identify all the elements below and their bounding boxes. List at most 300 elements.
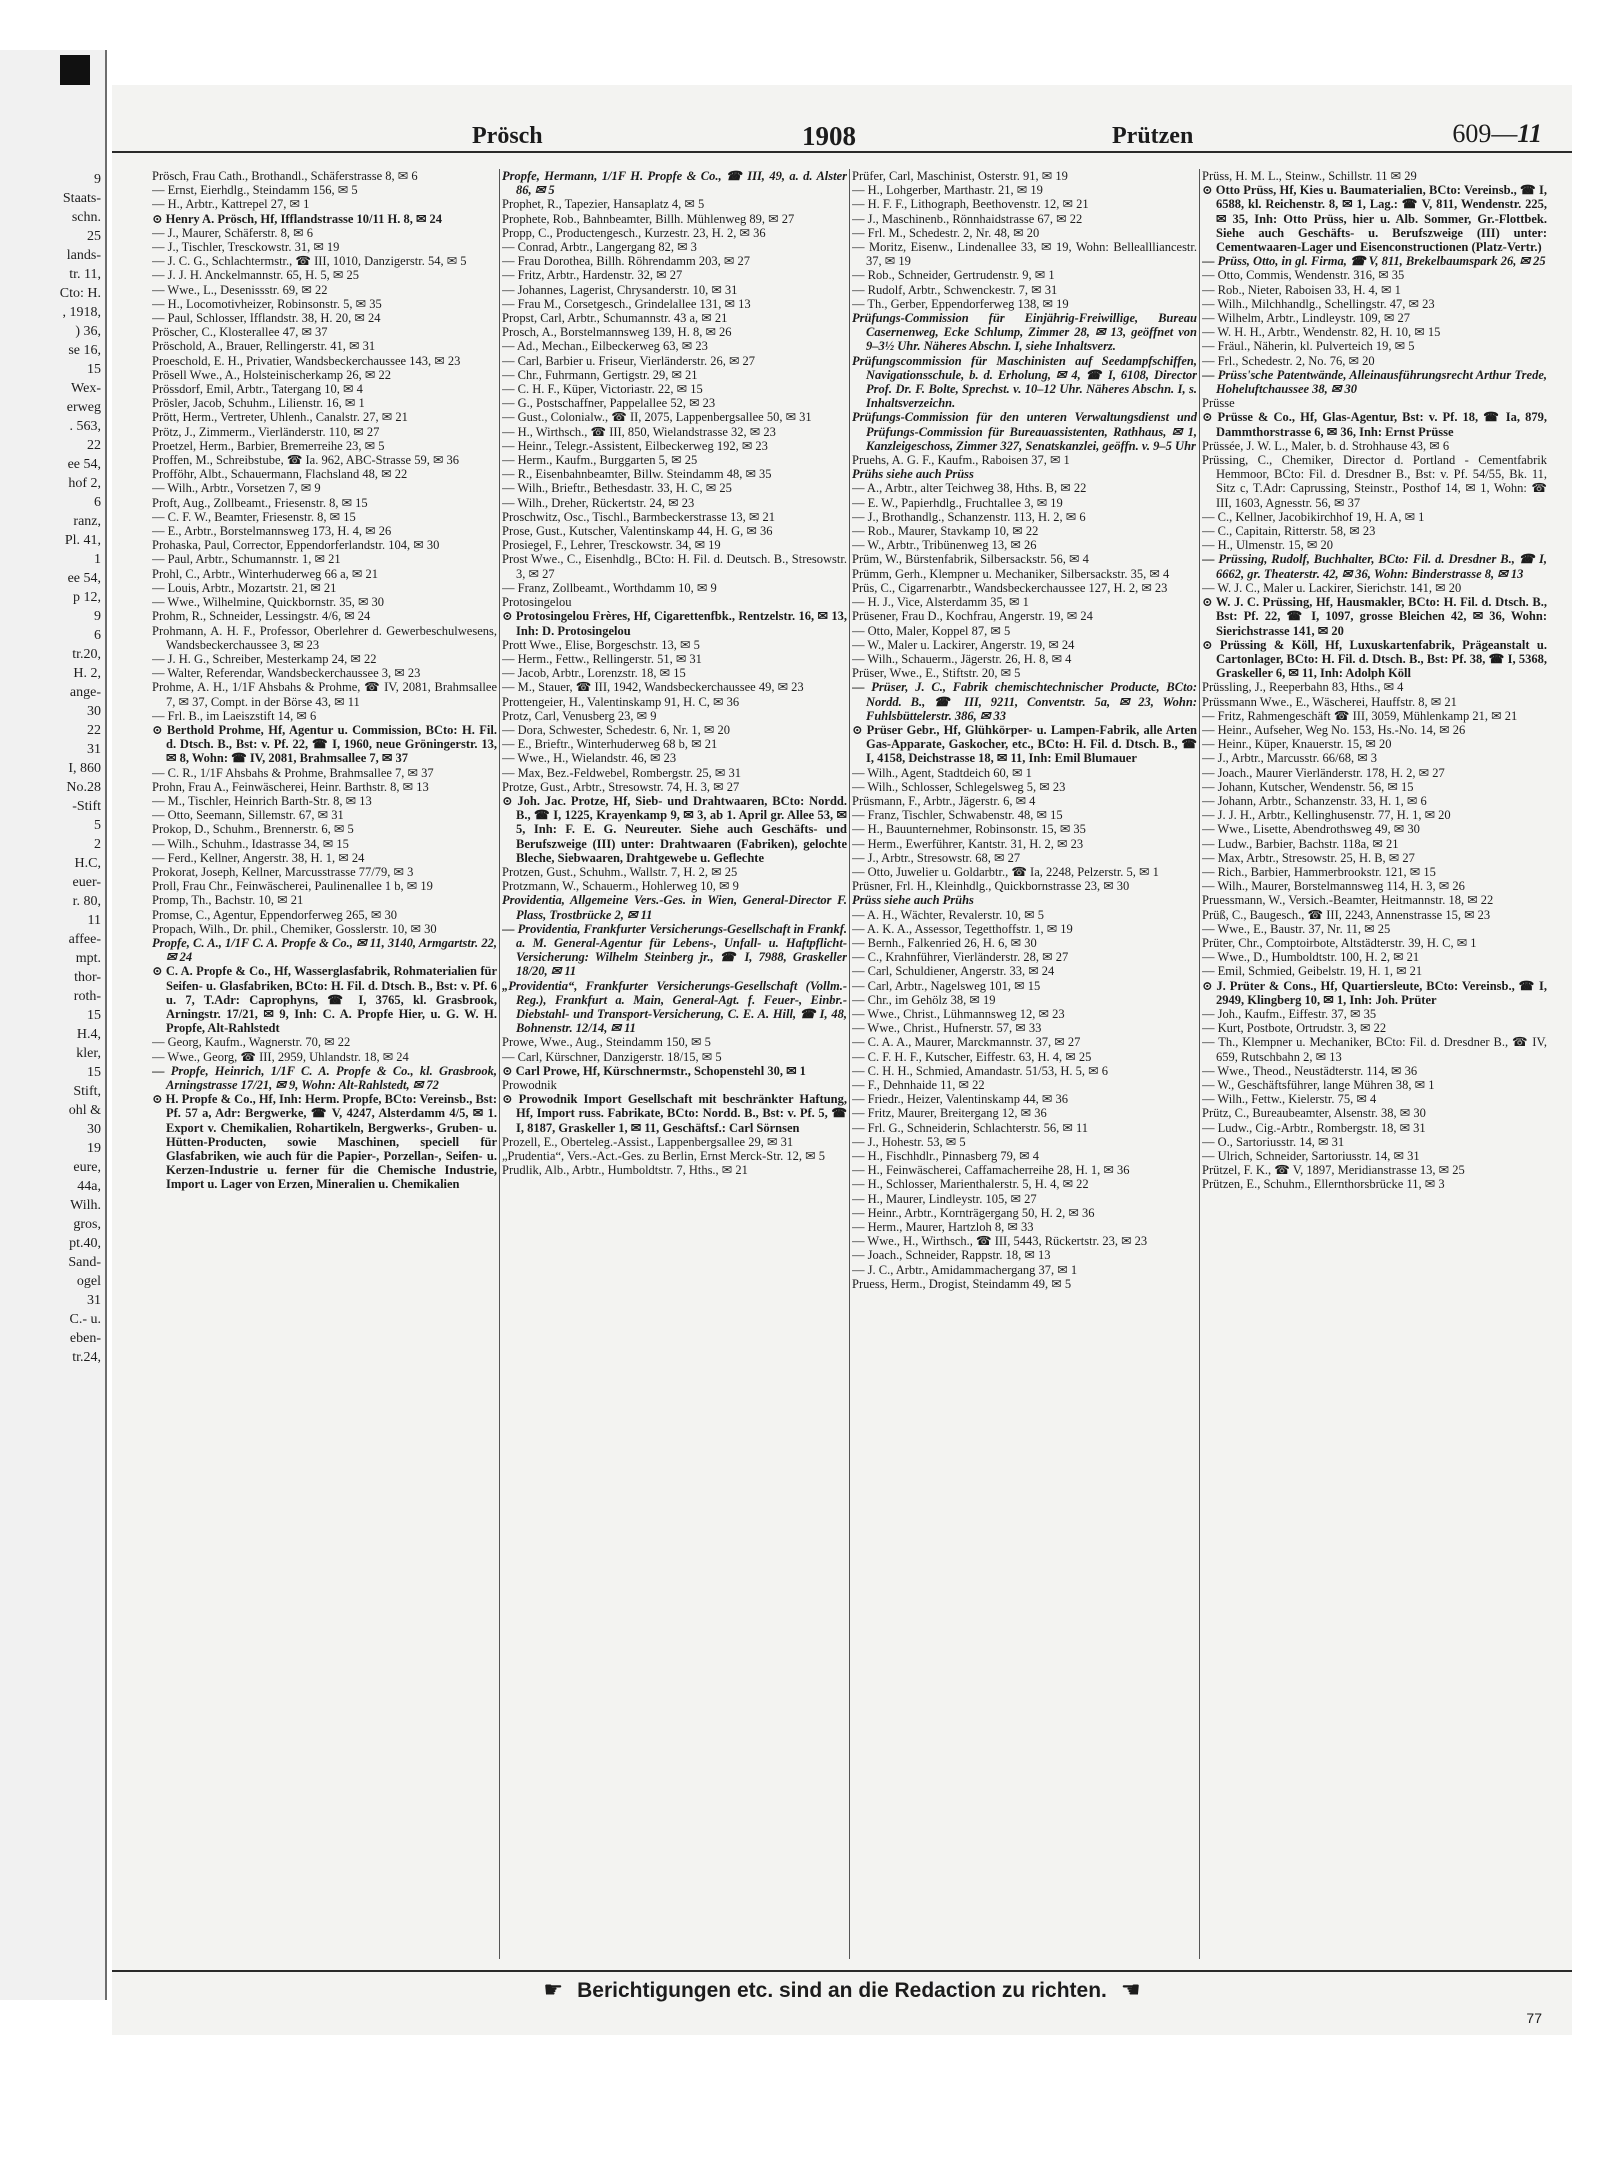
previous-page-mark: Stift, — [73, 1084, 101, 1099]
directory-entry: — A., Arbtr., alter Teichweg 38, Hths. B, ✉ 22 — [852, 481, 1087, 496]
previous-page-mark: tr. 11, — [69, 267, 101, 282]
directory-entry: — W., Maler u. Lackirer, Angerstr. 19, ✉ 24 — [852, 637, 1075, 652]
directory-entry: Prudlik, Alb., Arbtr., Humboldtstr. 7, Hths., ✉ 21 — [502, 1163, 748, 1178]
directory-entry: — Gust., Colonialw., ☎ II, 2075, Lappenbergsallee 50, ✉ 31 — [502, 410, 812, 425]
pointing-hand-left-icon: ☚ — [1120, 1977, 1141, 2002]
directory-entry: ⊙ Joh. Jac. Protze, Hf, Sieb- und Drahtwaaren, BCto: Nordd. B., ☎ I, 1225, Krayenkamp 9, ✉ 3, ab 1. April gr. Allee 53, ✉ 5, Inh: F. E. G. Neureuter. Siehe auch Geschäfts- und Berufszweige (III) unter: Drahtwaaren (Fabriken), gelochte Bleche, Siebwaaren, Drahtgewebe u. Geflechte — [502, 793, 847, 865]
directory-entry: Prüfungscommission für Maschinisten auf Seedampfschiffen, Navigationsschule, b. d. Erholung, ✉ 4, ☎ I, 6108, Director Prof. Dr. F. Bolte, Sprechst. v. 10–12 Uhr. Näheres Abschn. I, s. Inhaltsverzeichn. — [852, 353, 1197, 411]
previous-page-mark: affee- — [68, 932, 101, 947]
directory-entry: — Carl, Barbier u. Friseur, Vierländerstr. 26, ✉ 27 — [502, 353, 756, 368]
directory-entry: Prössdorf, Emil, Arbtr., Tatergang 10, ✉ 4 — [152, 382, 363, 397]
directory-entry: Prüssing, C., Chemiker, Director d. Portland - Cementfabrik Hemmoor, BCto: Fil. d. Dresdner B., Bst: v. Pf. 54/55, Bk. 11, Sitz c, T.Adr: Caprussing, Steinstr., Posthof 14, ✉ 1, Wohn: ☎ III, 1603, Agnesstr. 56, ✉ 37 — [1202, 453, 1547, 510]
directory-entry: — Rob., Schneider, Gertrudenstr. 9, ✉ 1 — [852, 268, 1055, 283]
previous-page-mark: H.C, — [74, 856, 101, 871]
directory-entry: Prokorat, Joseph, Kellner, Marcusstrasse 77/79, ✉ 3 — [152, 864, 414, 879]
previous-page-mark: 15 — [87, 1065, 101, 1080]
directory-entry: — Rudolf, Arbtr., Schwenckestr. 7, ✉ 31 — [852, 282, 1058, 297]
directory-entry: — Heinr., Arbtr., Kornträgergang 50, H. 2, ✉ 36 — [852, 1205, 1095, 1220]
previous-page-mark: ogel — [76, 1274, 101, 1289]
directory-entry: Pruessmann, W., Versich.-Beamter, Heitmannstr. 18, ✉ 22 — [1202, 893, 1494, 908]
previous-page-mark: 6 — [94, 495, 101, 510]
directory-entry: — Ferd., Kellner, Angerstr. 38, H. 1, ✉ 24 — [152, 850, 365, 865]
directory-entry: — Wilhelm, Arbtr., Lindleystr. 109, ✉ 27 — [1202, 311, 1410, 326]
directory-entry: — Max, Bez.-Feldwebel, Rombergstr. 25, ✉ 31 — [502, 765, 742, 780]
directory-entry: Prosiegel, F., Lehrer, Tresckowstr. 34, ✉ 19 — [502, 538, 721, 553]
directory-entry: — Propfe, Heinrich, 1/1F C. A. Propfe & Co., kl. Grasbrook, Arningstrasse 17/21, ✉ 9, Wohn: Alt-Rahlstedt, ✉ 72 — [152, 1063, 497, 1092]
directory-entry: ⊙ Henry A. Prösch, Hf, Ifflandstrasse 10/11 H. 8, ✉ 24 — [152, 211, 443, 226]
directory-entry: — H. J., Vice, Alsterdamm 35, ✉ 1 — [852, 595, 1029, 610]
directory-entry: — Wilh., Maurer, Borstelmannsweg 114, H. 3, ✉ 26 — [1202, 879, 1465, 894]
directory-entry: Propfe, C. A., 1/1F C. A. Propfe & Co., ✉ 11, 3140, Armgartstr. 22, ✉ 24 — [152, 935, 497, 965]
directory-entry: — A. H., Wächter, Revalerstr. 10, ✉ 5 — [852, 907, 1044, 922]
previous-page-mark: 5 — [94, 818, 101, 833]
directory-page — [112, 85, 1572, 2035]
header-page-number — [1452, 119, 1542, 149]
directory-entry: — Dora, Schwester, Schedestr. 6, Nr. 1, ✉ 20 — [502, 722, 730, 737]
directory-entry: — Georg, Kaufm., Wagnerstr. 70, ✉ 22 — [152, 1035, 351, 1050]
directory-entry: Prüssling, J., Reeperbahn 83, Hths., ✉ 4 — [1202, 680, 1404, 695]
directory-entry: Proll, Frau Chr., Feinwäscherei, Paulinenallee 1 b, ✉ 19 — [152, 879, 433, 894]
directory-entry: — Walter, Referendar, Wandsbeckerchaussee 3, ✉ 23 — [152, 666, 421, 681]
directory-entry: Propst, Carl, Arbtr., Schumannstr. 43 a, ✉ 21 — [502, 311, 728, 326]
directory-entry: Proetzel, Herm., Barbier, Bremerreihe 23, ✉ 5 — [152, 438, 385, 453]
directory-entry: — Fräul., Näherin, kl. Pulverteich 19, ✉ 5 — [1202, 339, 1415, 354]
directory-entry: — Heinr., Telegr.-Assistent, Eilbeckerweg 192, ✉ 23 — [502, 438, 768, 453]
directory-entry: — Otto, Juwelier u. Goldarbtr., ☎ Ia, 2248, Pelzerstr. 5, ✉ 1 — [852, 864, 1159, 879]
directory-entry: — Joach., Maurer Vierländerstr. 178, H. 2, ✉ 27 — [1202, 765, 1445, 780]
directory-entry: „Providentia“, Frankfurter Versicherungs-Gesellschaft (Vollm.-Reg.), Frankfurt a. Main, General-Agt. f. Feuer-, Einbr.-Diebstahl- und Transport-Versicherung, C. E. A. Hill, ☎ I, 48, Bohnenstr. 12/14, ✉ 11 — [502, 978, 847, 1036]
directory-entry: — W. H. H., Arbtr., Wendenstr. 82, H. 10, ✉ 15 — [1202, 325, 1441, 340]
directory-entry: — Ernst, Eierhdlg., Steindamm 156, ✉ 5 — [152, 183, 358, 198]
directory-entry: Prüß, C., Baugesch., ☎ III, 2243, Annenstrasse 15, ✉ 23 — [1202, 907, 1491, 922]
directory-entry: Prüss, H. M. L., Steinw., Schillstr. 11 ✉ 29 — [1202, 169, 1417, 183]
directory-entry: — H., Feinwäscherei, Caffamacherreihe 28, H. 1, ✉ 36 — [852, 1163, 1130, 1178]
directory-entry: — W., Geschäftsführer, lange Mühren 38, ✉ 1 — [1202, 1078, 1435, 1092]
directory-entry: Propach, Wilh., Dr. phil., Chemiker, Gosslerstr. 10, ✉ 30 — [152, 921, 437, 936]
directory-entry: — J. J. H. Anckelmannstr. 65, H. 5, ✉ 25 — [152, 268, 359, 283]
page-suffix: 11 — [1517, 119, 1542, 148]
directory-entry: — Prüssing, Rudolf, Buchhalter, BCto: Fil. d. Dresdner B., ☎ I, 6662, gr. Theaterstr. 42, ✉ 36, Wohn: Binderstrasse 8, ✉ 13 — [1202, 552, 1547, 581]
directory-entry: — Emil, Schmied, Geibelstr. 19, H. 1, ✉ 21 — [1202, 964, 1423, 979]
directory-entry: Prottengeier, H., Valentinskamp 91, H. C, ✉ 36 — [502, 694, 740, 709]
directory-entry: — W. J. C., Maler u. Lackirer, Sierichstr. 141, ✉ 20 — [1202, 580, 1462, 595]
directory-entry: — Wilh., Schauerm., Jägerstr. 26, H. 8, ✉ 4 — [852, 651, 1072, 666]
directory-entry: — Wilh., Schlosser, Schlegelsweg 5, ✉ 23 — [852, 779, 1066, 794]
directory-entry: ⊙ Prüser Gebr., Hf, Glühkörper- u. Lampen-Fabrik, alle Arten Gas-Apparate, Gaskocher, etc., BCto: H. Fil. d. Dtsch. B., ☎ I, 4158, Deichstrasse 18, ✉ 11, Inh: Emil Blumauer — [852, 722, 1197, 766]
directory-entry: — H., Fischhdlr., Pinnasberg 79, ✉ 4 — [852, 1149, 1039, 1164]
directory-entry: — Herm., Ewerführer, Kantstr. 31, H. 2, ✉ 23 — [852, 836, 1084, 851]
directory-entry: Prüfer, Carl, Maschinist, Osterstr. 91, ✉ 19 — [852, 169, 1068, 183]
directory-entry: — Wwe., Theod., Neustädterstr. 114, ✉ 36 — [1202, 1063, 1418, 1078]
previous-page-mark: p 12, — [73, 590, 101, 605]
directory-entry: Pruehs, A. G. F., Kaufm., Raboisen 37, ✉ 1 — [852, 453, 1070, 468]
directory-entry: — H., Lohgerber, Marthastr. 21, ✉ 19 — [852, 183, 1043, 198]
directory-entry: Prose, Gust., Kutscher, Valentinskamp 44, H. G, ✉ 36 — [502, 524, 773, 539]
directory-entry: — Wilh., Brieftr., Bethesdastr. 33, H. C, ✉ 25 — [502, 481, 732, 496]
directory-entry: — M., Stauer, ☎ III, 1942, Wandsbeckerchaussee 49, ✉ 23 — [502, 680, 804, 695]
directory-entry: Protz, Carl, Venusberg 23, ✉ 9 — [502, 708, 657, 723]
directory-entry: — Wilh., Agent, Stadtdeich 60, ✉ 1 — [852, 765, 1032, 780]
directory-entry: — J., Brothandlg., Schanzenstr. 113, H. 2, ✉ 6 — [852, 509, 1086, 524]
directory-entry: — Carl, Kürschner, Danzigerstr. 18/15, ✉ 5 — [502, 1049, 722, 1064]
previous-page-mark: mpt. — [75, 951, 101, 966]
page-header — [112, 105, 1572, 153]
previous-page-mark: Cto: H. — [59, 286, 101, 301]
directory-entry: ⊙ Berthold Prohme, Hf, Agentur u. Commission, BCto: H. Fil. d. Dtsch. B., Bst: v. Pf. 22, ☎ I, 1960, neue Gröningerstr. 13, ✉ 8, Wohn: ☎ IV, 2081, Brahmsallee 7, ✉ 37 — [152, 722, 497, 766]
directory-entry: — Fritz, Rahmengeschäft ☎ III, 3059, Mühlenkamp 21, ✉ 21 — [1202, 708, 1518, 723]
directory-entry: Prohmann, A. H. F., Professor, Oberlehrer d. Gewerbeschulwesens, Wandsbeckerchaussee 3, ✉ 23 — [152, 623, 497, 652]
directory-entry: — J., Arbtr., Stresowstr. 68, ✉ 27 — [852, 850, 1021, 865]
directory-entry: — Otto, Commis, Wendenstr. 316, ✉ 35 — [1202, 268, 1405, 283]
directory-entry: — Wilh., Arbtr., Vorsetzen 7, ✉ 9 — [152, 481, 321, 496]
directory-entry: — Louis, Arbtr., Mozartstr. 21, ✉ 21 — [152, 580, 337, 595]
directory-entry: — Joh., Kaufm., Eiffestr. 37, ✉ 35 — [1202, 1006, 1377, 1021]
directory-entry: — H. F. F., Lithograph, Beethovenstr. 12, ✉ 21 — [852, 197, 1089, 212]
sheet-number: 77 — [1526, 2010, 1542, 2026]
directory-entry: ⊙ Carl Prowe, Hf, Kürschnermstr., Schopenstehl 30, ✉ 1 — [502, 1063, 806, 1078]
directory-entry: — Franz, Tischler, Schwabenstr. 48, ✉ 15 — [852, 808, 1063, 823]
previous-page-mark: tr.20, — [72, 647, 101, 662]
directory-entry: — Carl, Arbtr., Nagelsweg 101, ✉ 15 — [852, 978, 1041, 993]
column-1 — [152, 169, 497, 1959]
directory-entry: — Wwe., H., Wirthsch., ☎ III, 5443, Rückertstr. 23, ✉ 23 — [852, 1234, 1148, 1249]
directory-entry: Prüsner, Frl. H., Kleinhdlg., Quickbornstrasse 23, ✉ 30 — [852, 879, 1130, 894]
directory-entry: — J. C., Arbtr., Amidammachergang 37, ✉ 1 — [852, 1262, 1078, 1277]
directory-entry: Prohaska, Paul, Corrector, Eppendorferlandstr. 104, ✉ 30 — [152, 538, 440, 553]
directory-entry: — Otto, Maler, Koppel 87, ✉ 5 — [852, 623, 1011, 638]
directory-entry: — Paul, Arbtr., Schumannstr. 1, ✉ 21 — [152, 552, 341, 567]
directory-entry: — J., Tischler, Tresckowstr. 31, ✉ 19 — [152, 240, 340, 255]
previous-page-mark: thor- — [74, 970, 101, 985]
directory-entry: — Herm., Fettw., Rellingerstr. 51, ✉ 31 — [502, 651, 702, 666]
directory-entry: Prozell, E., Oberteleg.-Assist., Lappenbergsallee 29, ✉ 31 — [502, 1134, 794, 1149]
directory-entry: — Frl. G., Schneiderin, Schlachterstr. 56, ✉ 11 — [852, 1120, 1089, 1135]
directory-entry: — Joach., Schneider, Rappstr. 18, ✉ 13 — [852, 1248, 1051, 1263]
directory-entry: Prötz, J., Zimmerm., Vierländerstr. 110, ✉ 27 — [152, 424, 380, 439]
directory-entry: Proft, Aug., Zollbeamt., Friesenstr. 8, ✉ 15 — [152, 495, 368, 510]
previous-page-mark: 9 — [94, 609, 101, 624]
previous-page-mark: erweg — [66, 400, 101, 415]
directory-entry: Promp, Th., Bachstr. 10, ✉ 21 — [152, 893, 304, 908]
directory-entry: Prüm, W., Bürstenfabrik, Silbersackstr. 56, ✉ 4 — [852, 552, 1089, 567]
directory-entry: — Prüss, Otto, in gl. Firma, ☎ V, 811, Brekelbaumspark 26, ✉ 25 — [1202, 254, 1546, 269]
directory-entry: ⊙ Otto Prüss, Hf, Kies u. Baumaterialien, BCto: Vereinsb., ☎ I, 6588, kl. Reichenstr. 8, ✉ 1, Lag.: ☎ V, 811, Wendenstr. 225, ✉ 35, Inh: Otto Prüss, hier u. Alb. Sommer, Gr.-Flottbek. Siehe auch Geschäfts- u. Berufszweige (III) unter: Cementwaaren-Lager und Eisenconstructionen (Platz-Vertr.) — [1202, 183, 1547, 255]
directory-entry: Prütz, C., Bureaubeamter, Alsenstr. 38, ✉ 30 — [1202, 1106, 1426, 1121]
directory-entry: — Bernh., Falkenried 26, H. 6, ✉ 30 — [852, 935, 1037, 950]
previous-page-marks — [0, 50, 105, 1367]
footer-banner — [112, 1970, 1572, 2008]
previous-page-mark: 2 — [94, 837, 101, 852]
directory-entry: — Rob., Nieter, Raboisen 33, H. 4, ✉ 1 — [1202, 282, 1401, 297]
previous-page-mark: 1 — [94, 552, 101, 567]
directory-entry: Prüfungs-Commission für Einjährig-Freiwillige, Bureau Casernenweg, Ecke Schlump, Zimmer 28, ✉ 13, geöffnet von 9–3½ Uhr. Näheres Abschn. I, siehe Inhaltsverz. — [852, 311, 1197, 354]
directory-entry: — J. J. H., Arbtr., Kellinghusenstr. 77, H. 1, ✉ 20 — [1202, 808, 1451, 823]
directory-entry: — E., Brieftr., Winterhuderweg 68 b, ✉ 21 — [502, 737, 718, 752]
directory-entry: Prützel, F. K., ☎ V, 1897, Meridianstrasse 13, ✉ 25 — [1202, 1163, 1465, 1178]
directory-entry: Protze, Gust., Arbtr., Stresowstr. 74, H. 3, ✉ 27 — [502, 779, 740, 794]
previous-page-mark: 19 — [87, 1141, 101, 1156]
directory-entry: — Wwe., L., Desenissstr. 69, ✉ 22 — [152, 282, 328, 297]
directory-entry: Prowodnik — [502, 1078, 557, 1092]
directory-entry: — Wilh., Dreher, Rückertstr. 24, ✉ 23 — [502, 495, 695, 510]
directory-entry: — A. K. A., Assessor, Tegetthoffstr. 1, ✉ 19 — [852, 921, 1073, 936]
directory-entry: Pröscher, C., Klosterallee 47, ✉ 37 — [152, 325, 328, 340]
previous-page-mark: ee 54, — [67, 457, 101, 472]
previous-page-mark: eben- — [69, 1331, 101, 1346]
directory-entry: — Frau M., Corsetgesch., Grindelallee 131, ✉ 13 — [502, 296, 751, 311]
previous-page-mark: H.4, — [76, 1027, 101, 1042]
directory-entry: — H., Schlosser, Marienthalerstr. 5, H. 4, ✉ 22 — [852, 1177, 1089, 1192]
directory-entry: — H., Wirthsch., ☎ III, 850, Wielandstrasse 32, ✉ 23 — [502, 424, 776, 439]
previous-page-mark: Sand- — [68, 1255, 101, 1270]
directory-entry: — Frl. B., im Laeiszstift 14, ✉ 6 — [152, 708, 317, 723]
directory-entry: Prohn, Frau A., Feinwäscherei, Heinr. Barthstr. 8, ✉ 13 — [152, 779, 429, 794]
directory-entry: — Wwe., Lisette, Abendrothsweg 49, ✉ 30 — [1202, 822, 1420, 837]
directory-entry: Prützen, E., Schuhm., Ellernthorsbrücke 11, ✉ 3 — [1202, 1177, 1445, 1192]
previous-page-mark: r. 80, — [72, 894, 101, 909]
directory-entry: Prühs siehe auch Prüss — [852, 467, 974, 482]
previous-page-mark: 15 — [87, 362, 101, 377]
directory-entry: — C. F. W., Beamter, Friesenstr. 8, ✉ 15 — [152, 509, 356, 524]
previous-page-mark: C.- u. — [69, 1312, 101, 1327]
directory-entry: — Wwe., Christ., Hufnerstr. 57, ✉ 33 — [852, 1021, 1042, 1036]
directory-entry: — Johann, Kutscher, Wendenstr. 56, ✉ 15 — [1202, 779, 1414, 794]
directory-entry: — H., Maurer, Lindleystr. 105, ✉ 27 — [852, 1191, 1037, 1206]
directory-entry: — Wilh., Milchhandlg., Schellingstr. 47, ✉ 23 — [1202, 296, 1435, 311]
binding-tab-mark — [60, 55, 90, 85]
directory-entry: ⊙ H. Propfe & Co., Hf, Inh: Herm. Propfe, BCto: Vereinsb., Bst: Pf. 57 a, Adr: Bergwerke, ☎ V, 4247, Alsterdamm 4/5, ✉ 1. Export v. Chemikalien, Rohartikeln, Bergwerks-, Gruben- u. Hütten-Producten, sowie Maschinen, speciell für Glasfabriken, wie auch für die Papier-, Porzellan-, Seifen- u. Kerzen-Industrie u. ferner für die Chemische Industrie, Import u. Lager von Erzen, Mineralien u. Chemikalien — [152, 1092, 497, 1192]
directory-entry: — Ludw., Cig.-Arbtr., Rombergstr. 18, ✉ 31 — [1202, 1120, 1426, 1135]
previous-page-mark: 11 — [87, 913, 101, 928]
directory-entry: — O., Sartoriusstr. 14, ✉ 31 — [1202, 1134, 1345, 1149]
directory-entry: — Prüss'sche Patentwände, Alleinausführungsrecht Arthur Trede, Hoheluftchaussee 38, ✉ 30 — [1202, 367, 1547, 397]
directory-entry: — C. A. A., Maurer, Marckmannstr. 37, ✉ 27 — [852, 1035, 1081, 1050]
directory-entry: Prüssée, J. W. L., Maler, b. d. Strohhause 43, ✉ 6 — [1202, 438, 1450, 453]
directory-entry: — C. R., 1/1F Ahsbahs & Prohme, Brahmsallee 7, ✉ 37 — [152, 765, 434, 780]
column-2 — [502, 169, 847, 1959]
directory-entry: — Friedr., Heizer, Valentinskamp 44, ✉ 36 — [852, 1092, 1068, 1107]
directory-entry: Prost Wwe., C., Eisenhdlg., BCto: H. Fil. d. Deutsch. B., Stresowstr. 3, ✉ 27 — [502, 552, 847, 581]
previous-page-mark: Pl. 41, — [64, 533, 101, 548]
previous-page-mark: H. 2, — [73, 666, 101, 681]
directory-entry: — H., Arbtr., Kattrepel 27, ✉ 1 — [152, 197, 310, 212]
directory-entry: ⊙ Prüsse & Co., Hf, Glas-Agentur, Bst: v. Pf. 18, ☎ Ia, 879, Dammthorstrasse 6, ✉ 36, Inh: Ernst Prüsse — [1202, 410, 1547, 439]
previous-page-mark: 6 — [94, 628, 101, 643]
previous-page-mark: roth- — [73, 989, 101, 1004]
directory-entry: — C., Krahnführer, Vierländerstr. 28, ✉ 27 — [852, 950, 1069, 965]
directory-entry: Providentia, Allgemeine Vers.-Ges. in Wien, General-Director F. Plass, Trostbrücke 2, ✉ 11 — [502, 893, 847, 922]
directory-entry: — Prüser, J. C., Fabrik chemischtechnischer Producte, BCto: Nordd. B., ☎ III, 9211, Conventstr. 5a, ✉ 23, Wohn: Fuhlsbüttelerstr. 386, ✉ 33 — [852, 680, 1197, 723]
directory-entry: Protzen, Gust., Schuhm., Wallstr. 7, H. 2, ✉ 25 — [502, 864, 738, 879]
directory-entry: Protosingelou — [502, 595, 572, 610]
directory-entry: — Wwe., H., Wielandstr. 46, ✉ 23 — [502, 751, 677, 766]
directory-entry: Prohm, R., Schneider, Lessingstr. 4/6, ✉ 24 — [152, 609, 371, 624]
directory-entry: — J. C. G., Schlachtermstr., ☎ III, 1010, Danzigerstr. 54, ✉ 5 — [152, 254, 467, 269]
header-year: 1908 — [802, 121, 856, 151]
directory-entry: Prüsener, Frau D., Kochfrau, Angerstr. 19, ✉ 24 — [852, 609, 1093, 624]
directory-entry: — J., Maschinenb., Rönnhaidstrasse 67, ✉ 22 — [852, 211, 1083, 226]
directory-entry: Prüsmann, F., Arbtr., Jägerstr. 6, ✉ 4 — [852, 793, 1036, 808]
directory-entry: — E. W., Papierhdlg., Fruchtallee 3, ✉ 19 — [852, 495, 1063, 510]
directory-entry: ⊙ Prüssing & Köll, Hf, Luxuskartenfabrik, Prägeanstalt u. Cartonlager, BCto: H. Fil. d. Dtsch. B., Bst: Pf. 38, ☎ I, 5368, Graskeller 6, ✉ 11, Inh: Adolph Köll — [1202, 637, 1547, 681]
directory-entry: Prösch, Frau Cath., Brothandl., Schäferstrasse 8, ✉ 6 — [152, 169, 418, 183]
directory-entry: — Johannes, Lagerist, Chrysanderstr. 10, ✉ 31 — [502, 282, 738, 297]
directory-entry: — H., Bauunternehmer, Robinsonstr. 15, ✉ 35 — [852, 822, 1086, 837]
previous-page-mark: 30 — [87, 1122, 101, 1137]
directory-entry: Prophet, R., Tapezier, Hansaplatz 4, ✉ 5 — [502, 197, 705, 212]
directory-entry: — H., Ulmenstr. 15, ✉ 20 — [1202, 538, 1333, 553]
previous-page-mark: 44a, — [77, 1179, 101, 1194]
directory-entry: Prüter, Chr., Comptoirbote, Altstädterstr. 39, H. C, ✉ 1 — [1202, 935, 1477, 950]
previous-page-mark: ohl & — [68, 1103, 101, 1118]
page-number: 609— — [1452, 119, 1518, 148]
previous-page-mark: gros, — [73, 1217, 101, 1232]
previous-page-mark: ) 36, — [75, 324, 101, 339]
previous-page-mark: No.28 — [66, 780, 101, 795]
directory-entry: — F., Dehnhaide 11, ✉ 22 — [852, 1078, 985, 1092]
directory-entry: — Wilh., Fettw., Kielerstr. 75, ✉ 4 — [1202, 1092, 1377, 1107]
directory-entry: Prösler, Jacob, Schuhm., Lilienstr. 16, ✉ 1 — [152, 396, 365, 411]
previous-page-mark: Wex- — [71, 381, 101, 396]
directory-entry: — Heinr., Küper, Knauerstr. 15, ✉ 20 — [1202, 737, 1392, 752]
directory-entry: Proschwitz, Osc., Tischl., Barmbeckerstrasse 13, ✉ 21 — [502, 509, 775, 524]
directory-entry: ⊙ Prowodnik Import Gesellschaft mit beschränkter Haftung, Hf, Import russ. Fabrikate, BCto: Nordd. B., Bst: v. Pf. 5, ☎ I, 8187, Graskeller 1, ✉ 11, Geschäftsf.: Carl Sörnsen — [502, 1092, 847, 1135]
directory-entry: — Ad., Mechan., Eilbeckerweg 63, ✉ 23 — [502, 339, 708, 354]
directory-entry: — H., Locomotivheizer, Robinsonstr. 5, ✉ 35 — [152, 296, 382, 311]
directory-entry: ⊙ W. J. C. Prüssing, Hf, Hausmakler, BCto: H. Fil. d. Dtsch. B., Bst: Pf. 22, ☎ I, 1097, grosse Bleichen 42, ✉ 36, Wohn: Sierichstrasse 141, ✉ 20 — [1202, 595, 1547, 638]
directory-entry: Prüfungs-Commission für den unteren Verwaltungsdienst und Prüfungs-Commission für Bureauassistenten, Rathhaus, ✉ 1, Kanzleigeschoss, Zimmer 327, Senatskanzlei, geöffn. v. 9–5 Uhr — [852, 410, 1197, 453]
directory-entry: — Wwe., Wilhelmine, Quickbornstr. 35, ✉ 30 — [152, 595, 385, 610]
previous-page-mark: eure, — [73, 1160, 101, 1175]
directory-entry: — J. H. G., Schreiber, Mesterkamp 24, ✉ 22 — [152, 651, 377, 666]
directory-entry: — M., Tischler, Heinrich Barth-Str. 8, ✉ 13 — [152, 793, 372, 808]
directory-entry: ⊙ Protosingelou Frères, Hf, Cigarettenfbk., Rentzelstr. 16, ✉ 13, Inh: D. Protosingelou — [502, 609, 847, 638]
previous-page-mark: , 1918, — [62, 305, 101, 320]
column-rule — [499, 169, 500, 1959]
directory-entry: Prött, Herm., Vertreter, Uhlenh., Canalstr. 27, ✉ 21 — [152, 410, 408, 425]
directory-entry: Pröschold, A., Brauer, Rellingerstr. 41, ✉ 31 — [152, 339, 376, 354]
directory-entry: — Rob., Maurer, Stavkamp 10, ✉ 22 — [852, 524, 1039, 539]
directory-entry: Prophete, Rob., Bahnbeamter, Billh. Mühlenweg 89, ✉ 27 — [502, 211, 795, 226]
previous-page-mark: 30 — [87, 704, 101, 719]
directory-entry: — Wwe., Georg, ☎ III, 2959, Uhlandstr. 18, ✉ 24 — [152, 1049, 409, 1064]
header-left-keyword: Prösch — [472, 123, 543, 149]
previous-page-mark: -Stift — [72, 799, 101, 814]
column-rule — [1199, 169, 1200, 1959]
previous-page-mark: tr.24, — [72, 1350, 101, 1365]
directory-entry: — C., Capitain, Ritterstr. 58, ✉ 23 — [1202, 524, 1376, 539]
directory-entry: Prohl, C., Arbtr., Winterhuderweg 66 a, ✉ 21 — [152, 566, 379, 581]
directory-entry: ⊙ J. Prüter & Cons., Hf, Quartiersleute, BCto: Vereinsb., ☎ I, 2949, Klingberg 10, ✉ 1, Inh: Joh. Prüter — [1202, 978, 1547, 1007]
previous-page-mark: Staats- — [62, 191, 101, 206]
directory-entry: Prüss siehe auch Prühs — [852, 893, 974, 908]
directory-entry: — Franz, Zollbeamt., Worthdamm 10, ✉ 9 — [502, 580, 717, 595]
previous-page-mark: 22 — [87, 438, 101, 453]
directory-entry: ⊙ C. A. Propfe & Co., Hf, Wasserglasfabrik, Rohmaterialien für Seifen- u. Glasfabriken, BCto: H. Fil. d. Dtsch. B., Bst: v. Pf. 6 u. 7, T.Adr: Caprophyns, ☎ I, 3765, kl. Grasbrook, Arningstr. 17/21, ✉ 9, Inh: C. A. Propfe Hier, u. G. W. H. Propfe, Alt-Rahlstedt — [152, 964, 497, 1036]
directory-entry: — Carl, Schuldiener, Angerstr. 33, ✉ 24 — [852, 964, 1055, 979]
previous-page-mark: ange- — [69, 685, 101, 700]
directory-entry: — Jacob, Arbtr., Lorenzstr. 18, ✉ 15 — [502, 666, 686, 681]
directory-entry: Proffen, M., Schreibstube, ☎ Ia. 962, ABC-Strasse 59, ✉ 36 — [152, 453, 460, 468]
directory-entry: Propfe, Hermann, 1/1F H. Propfe & Co., ☎ III, 49, a. d. Alster 86, ✉ 5 — [502, 169, 847, 198]
directory-entry: — Paul, Schlosser, Ifflandstr. 38, H. 20, ✉ 24 — [152, 311, 381, 326]
directory-entry: Propp, C., Productengesch., Kurzestr. 23, H. 2, ✉ 36 — [502, 225, 766, 240]
directory-entry: Prowe, Wwe., Aug., Steindamm 150, ✉ 5 — [502, 1035, 711, 1050]
directory-entry: — G., Postschaffner, Pappelallee 52, ✉ 23 — [502, 396, 716, 411]
directory-entry: — Kurt, Postbote, Ortrudstr. 3, ✉ 22 — [1202, 1021, 1387, 1036]
directory-entry: — W., Arbtr., Tribünenweg 13, ✉ 26 — [852, 538, 1037, 553]
previous-page-mark: 22 — [87, 723, 101, 738]
directory-entry: — Otto, Seemann, Sillemstr. 67, ✉ 31 — [152, 808, 344, 823]
pointing-hand-icon: ☛ — [543, 1977, 564, 2002]
directory-entry: — E., Arbtr., Borstelmannsweg 173, H. 4, ✉ 26 — [152, 524, 392, 539]
directory-entry: — C. H. F., Küper, Victoriastr. 22, ✉ 15 — [502, 382, 703, 397]
previous-page-mark: lands- — [66, 248, 101, 263]
directory-entry: — Th., Klempner u. Mechaniker, BCto: Fil. d. Dresdner B., ☎ IV, 659, Rutschbahn 2, ✉ 13 — [1202, 1035, 1547, 1064]
directory-entry: — Herm., Kaufm., Burggarten 5, ✉ 25 — [502, 453, 698, 468]
column-3 — [852, 169, 1197, 1959]
directory-entry: — Wwe., E., Baustr. 37, Nr. 11, ✉ 25 — [1202, 921, 1391, 936]
directory-entry: Prohme, A. H., 1/1F Ahsbahs & Prohme, ☎ IV, 2081, Brahmsallee 7, ✉ 37, Compt. in der Börse 43, ✉ 11 — [152, 680, 497, 709]
directory-entry: — Fritz, Arbtr., Hardenstr. 32, ✉ 27 — [502, 268, 683, 283]
previous-page-mark: euer- — [72, 875, 101, 890]
directory-entry: „Prudentia“, Vers.-Act.-Ges. zu Berlin, Ernst Merck-Str. 12, ✉ 5 — [502, 1149, 826, 1164]
previous-page-mark: 25 — [87, 229, 101, 244]
directory-entry: — Chr., im Gehölz 38, ✉ 19 — [852, 992, 996, 1007]
directory-entry: — R., Eisenbahnbeamter, Billw. Steindamm 48, ✉ 35 — [502, 467, 772, 482]
directory-entry: Prüser, Wwe., E., Stiftstr. 20, ✉ 5 — [852, 666, 1021, 681]
directory-entry: — Max, Arbtr., Stresowstr. 25, H. B, ✉ 27 — [1202, 850, 1415, 865]
directory-entry: — Ulrich, Schneider, Sartoriusstr. 14, ✉ 31 — [1202, 1149, 1420, 1164]
directory-entry: Prosch, A., Borstelmannsweg 139, H. 8, ✉ 26 — [502, 325, 732, 340]
previous-page-mark: pt.40, — [69, 1236, 101, 1251]
directory-entry: Prüssmann Wwe., E., Wäscherei, Hauffstr. 8, ✉ 21 — [1202, 694, 1457, 709]
directory-entry: — Heinr., Aufseher, Weg No. 153, Hs.-No. 14, ✉ 26 — [1202, 722, 1466, 737]
previous-page-mark: I, 860 — [68, 761, 101, 776]
footer-notice: Berichtigungen etc. sind an die Redaction zu richten. — [577, 1979, 1107, 2002]
previous-page-mark: 15 — [87, 1008, 101, 1023]
directory-entry: Proeschold, E. H., Privatier, Wandsbeckerchaussee 143, ✉ 23 — [152, 353, 461, 368]
directory-entry: — Fritz, Maurer, Breitergang 12, ✉ 36 — [852, 1106, 1047, 1121]
directory-entry: — Moritz, Eisenw., Lindenallee 33, ✉ 19, Wohn: Belleallliancestr. 37, ✉ 19 — [852, 240, 1197, 269]
directory-entry: Profföhr, Albt., Schauermann, Flachsland 48, ✉ 22 — [152, 467, 408, 482]
directory-entry: — Frl., Schedestr. 2, No. 76, ✉ 20 — [1202, 353, 1375, 368]
directory-entry: — C. F. H. F., Kutscher, Eiffestr. 63, H. 4, ✉ 25 — [852, 1049, 1092, 1064]
directory-entry: Protzmann, W., Schauerm., Hohlerweg 10, ✉ 9 — [502, 879, 739, 894]
directory-entry: — Chr., Fuhrmann, Gertigstr. 29, ✉ 21 — [502, 367, 698, 382]
directory-entry: — J., Maurer, Schäferstr. 8, ✉ 6 — [152, 225, 313, 240]
column-rule — [849, 169, 850, 1959]
directory-entry: Prüs, C., Cigarrenarbtr., Wandsbeckerchaussee 127, H. 2, ✉ 23 — [852, 580, 1168, 595]
directory-entry: — C. H. H., Schmied, Amandastr. 51/53, H. 5, ✉ 6 — [852, 1063, 1108, 1078]
column-4 — [1202, 169, 1547, 1959]
previous-page-mark: 9 — [94, 172, 101, 187]
directory-entry: — J., Arbtr., Marcusstr. 66/68, ✉ 3 — [1202, 751, 1378, 766]
header-right-keyword: Prützen — [1112, 123, 1194, 149]
directory-entry: — Rich., Barbier, Hammerbrookstr. 121, ✉ 15 — [1202, 864, 1436, 879]
previous-page-mark: ranz, — [73, 514, 101, 529]
previous-page-mark: hof 2, — [68, 476, 101, 491]
directory-columns — [152, 169, 1554, 1959]
directory-entry: — Ludw., Barbier, Bachstr. 118a, ✉ 21 — [1202, 836, 1399, 851]
directory-entry: Promse, C., Agentur, Eppendorferweg 265, ✉ 30 — [152, 907, 398, 922]
previous-page-mark: 31 — [87, 1293, 101, 1308]
directory-entry: Pruess, Herm., Drogist, Steindamm 49, ✉ 5 — [852, 1276, 1072, 1291]
directory-entry: — Frl. M., Schedestr. 2, Nr. 48, ✉ 20 — [852, 225, 1040, 240]
directory-entry: — Herm., Maurer, Hartzloh 8, ✉ 33 — [852, 1220, 1034, 1235]
previous-page-mark: kler, — [76, 1046, 101, 1061]
directory-entry: — J., Hohestr. 53, ✉ 5 — [852, 1134, 966, 1149]
